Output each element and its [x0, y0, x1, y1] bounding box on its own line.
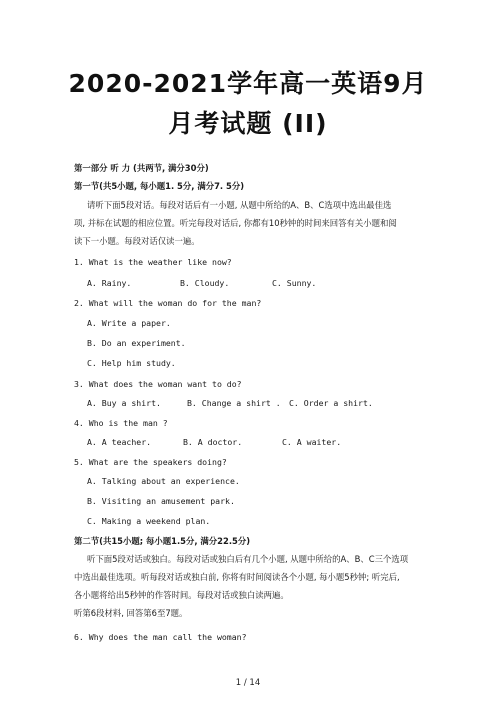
section-one-instructions-2: 项, 并标在试题的相应位置。听完每段对话后, 你都有10秒钟的时间来回答有关小题和阅 — [74, 218, 397, 228]
q2-option-b: B. Do an experiment. — [87, 338, 186, 348]
section-one-heading: 第一节(共5小题, 每小题1. 5分, 满分7. 5分) — [74, 181, 245, 191]
q4-option-a: A. A teacher. — [87, 437, 152, 447]
question-4: 4. Who is the man ? — [74, 418, 168, 428]
title-line-1: 2020-2021学年高一英语9月 — [68, 69, 428, 98]
q4-option-b: B. A doctor. — [183, 437, 243, 447]
q5-option-b: B. Visiting an amusement park. — [87, 496, 235, 506]
q2-option-a: A. Write a paper. — [87, 318, 171, 328]
page-number: 1 / 14 — [235, 678, 261, 688]
q1-option-c: C. Sunny. — [272, 278, 317, 288]
q1-option-a: A. Rainy. — [87, 278, 132, 288]
q1-option-b: B. Cloudy. — [180, 278, 230, 288]
question-5: 5. What are the speakers doing? — [74, 457, 227, 467]
section-two-instructions-1: 听下面5段对话或独白。每段对话或独白后有几个小题, 从题中所给的A、B、C三个选项 — [87, 554, 409, 564]
q5-option-c: C. Making a weekend plan. — [87, 516, 211, 526]
question-6: 6. Why does the man call the woman? — [74, 632, 247, 642]
q4-option-c: C. A waiter. — [282, 437, 342, 447]
section-two-instructions-3: 各小题将给出5秒钟的作答时间。每段对话或独白读两遍。 — [74, 590, 289, 600]
section-two-note: 听第6段材料, 回答第6至7题。 — [74, 608, 188, 618]
part-one-heading: 第一部分 听 力 (共两节, 满分30分) — [74, 163, 209, 173]
q3-option-c: C. Order a shirt. — [289, 398, 373, 408]
question-3: 3. What does the woman want to do? — [74, 379, 242, 389]
section-one-instructions-3: 读下一小题。每段对话仅读一遍。 — [74, 236, 200, 246]
q2-option-c: C. Help him study. — [87, 358, 176, 368]
q5-option-a: A. Talking about an experience. — [87, 476, 240, 486]
q3-option-b: B. Change a shirt . — [187, 398, 281, 408]
section-one-instructions-1: 请听下面5段对话。每段对话后有一小题, 从题中所给的A、B、C选项中选出最佳选 — [87, 200, 392, 210]
q3-option-a: A. Buy a shirt. — [87, 398, 161, 408]
section-two-heading: 第二节(共15小题; 每小题1.5分, 满分22.5分) — [74, 536, 251, 546]
question-1: 1. What is the weather like now? — [74, 257, 232, 267]
question-2: 2. What will the woman do for the man? — [74, 298, 262, 308]
section-two-instructions-2: 中选出最佳选项。听每段对话或独白前, 你将有时间阅读各个小题, 每小题5秒钟; 听完后, — [74, 572, 400, 582]
title-line-2: 月考试题 (II) — [168, 109, 328, 138]
